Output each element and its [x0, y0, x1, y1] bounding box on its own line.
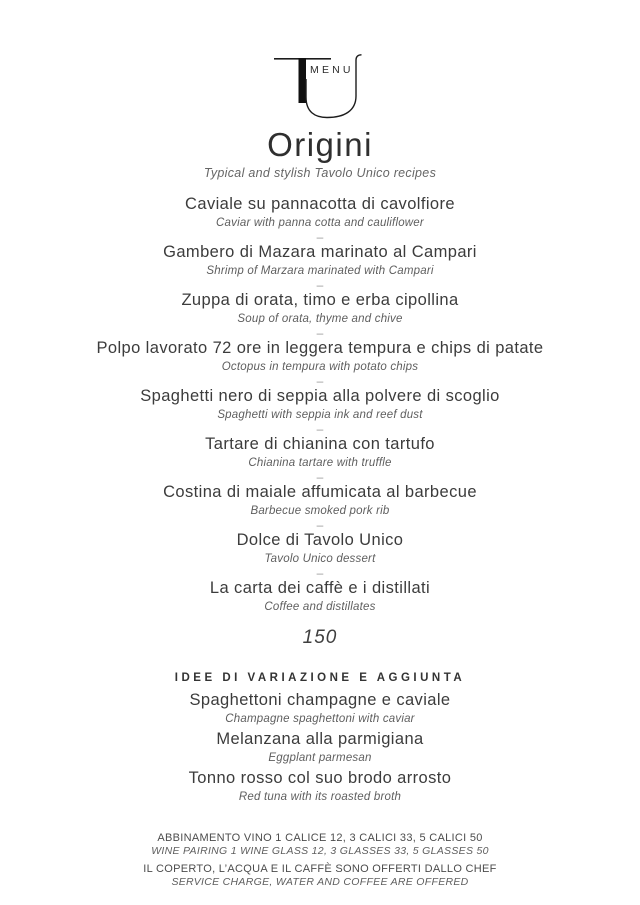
menu-item: [0, 578, 640, 615]
menu-item: [0, 434, 640, 482]
variations-list: [0, 690, 640, 805]
tu-monogram-icon: [272, 54, 368, 122]
restaurant-logo: [0, 54, 640, 122]
footer-line: SERVICE CHARGE, WATER AND COFFEE ARE OFFERED: [171, 876, 469, 888]
dish-name: Spaghettoni champagne e caviale: [189, 691, 451, 709]
dish-name: Costina di maiale affumicata al barbecue: [163, 483, 477, 501]
dish-description: Soup of orata, thyme and chive: [237, 313, 403, 325]
item-divider: –: [316, 230, 324, 244]
menu-price: 150: [302, 627, 338, 648]
footer: [0, 832, 640, 889]
page-title: Origini: [267, 126, 373, 163]
menu-item: [0, 530, 640, 578]
dish-description: Spaghetti with seppia ink and reef dust: [217, 409, 423, 421]
menu-item-list: [0, 194, 640, 615]
menu-item: [0, 386, 640, 434]
item-divider: –: [316, 518, 324, 532]
dish-name: Dolce di Tavolo Unico: [236, 531, 404, 549]
dish-name: La carta dei caffè e i distillati: [209, 579, 431, 597]
dish-name: Caviale su pannacotta di cavolfiore: [185, 195, 455, 213]
variation-item: [0, 768, 640, 805]
dish-description: Caviar with panna cotta and cauliflower: [216, 217, 424, 229]
menu-item: [0, 194, 640, 242]
item-divider: –: [316, 374, 324, 388]
dish-name: Spaghetti nero di seppia alla polvere di scoglio: [140, 387, 500, 405]
item-divider: –: [316, 470, 324, 484]
footer-line: WINE PAIRING 1 WINE GLASS 12, 3 GLASSES 33, 5 GLASSES 50: [151, 845, 489, 857]
dish-name: Gambero di Mazara marinato al Campari: [163, 243, 477, 261]
dish-description: Chianina tartare with truffle: [248, 457, 392, 469]
item-divider: –: [316, 326, 324, 340]
dish-description: Shrimp of Marzara marinated with Campari: [206, 265, 434, 277]
logo-menu-label: MENU: [310, 64, 354, 76]
footer-line: ABBINAMENTO VINO 1 CALICE 12, 3 CALICI 33, 5 CALICI 50: [157, 832, 483, 844]
item-divider: –: [316, 278, 324, 292]
dish-name: Zuppa di orata, timo e erba cipollina: [181, 291, 459, 309]
dish-description: Eggplant parmesan: [268, 752, 372, 764]
page-subtitle: Typical and stylish Tavolo Unico recipes: [203, 166, 437, 180]
menu-item: [0, 338, 640, 386]
dish-name: Tartare di chianina con tartufo: [205, 435, 435, 453]
footer-line: IL COPERTO, L’ACQUA E IL CAFFÈ SONO OFFERTI DALLO CHEF: [143, 863, 497, 875]
menu-item: [0, 290, 640, 338]
dish-description: Red tuna with its roasted broth: [238, 791, 402, 803]
dish-name: Polpo lavorato 72 ore in leggera tempura e chips di patate: [96, 339, 544, 357]
dish-name: Melanzana alla parmigiana: [216, 730, 424, 748]
dish-description: Champagne spaghettoni with caviar: [225, 713, 415, 725]
menu-item: [0, 482, 640, 530]
dish-description: Coffee and distillates: [264, 601, 376, 613]
variation-item: [0, 690, 640, 727]
dish-description: Octopus in tempura with potato chips: [221, 361, 419, 373]
item-divider: –: [316, 566, 324, 580]
dish-description: Tavolo Unico dessert: [264, 553, 376, 565]
logo-t-stem: [299, 58, 307, 103]
dish-description: Barbecue smoked pork rib: [250, 505, 390, 517]
item-divider: –: [316, 422, 324, 436]
dish-name: Tonno rosso col suo brodo arrosto: [188, 769, 452, 787]
variations-heading: IDEE DI VARIAZIONE E AGGIUNTA: [174, 672, 466, 684]
variation-item: [0, 729, 640, 766]
menu-item: [0, 242, 640, 290]
